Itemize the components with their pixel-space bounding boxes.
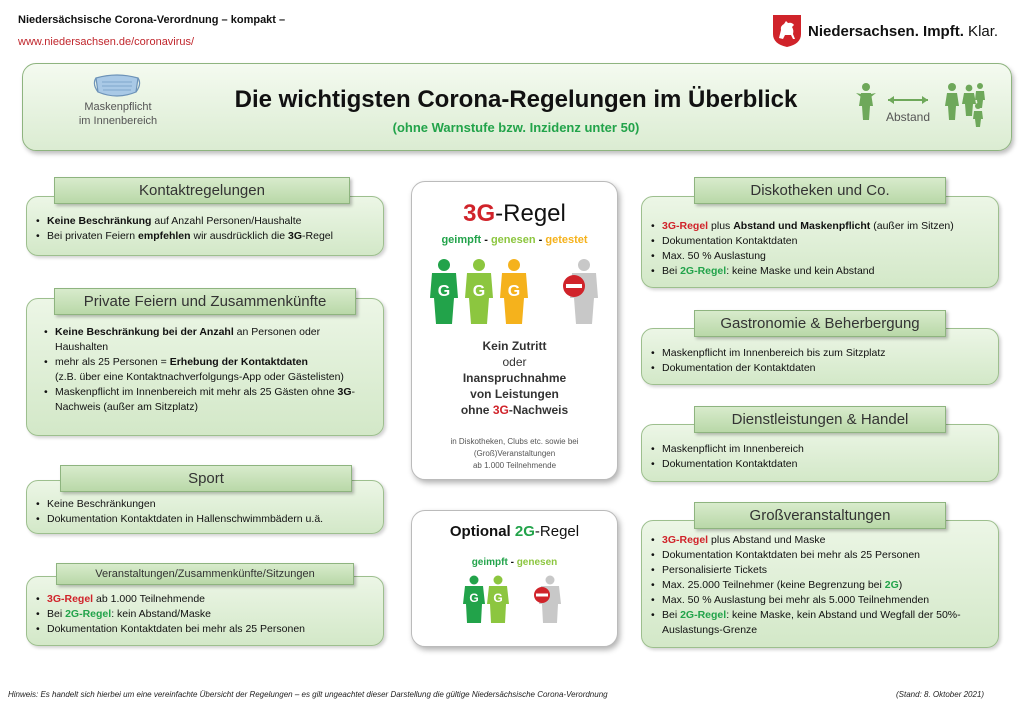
2g-rule-title: Optional 2G-Regel <box>449 523 580 540</box>
list-item: • Dokumentation Kontaktdaten <box>650 234 998 249</box>
3g-rule-description: Kein Zutritt oder Inanspruchnahme von Leistungen ohne 3G-Nachweis <box>460 339 569 417</box>
list-item: • Keine Beschränkung bei der Anzahl an Personen oder Haushalten <box>43 325 363 355</box>
events-heading: Veranstaltungen/Zusammenkünfte/Sitzungen <box>56 563 354 585</box>
logo-text-light: Klar. <box>963 22 999 40</box>
list-item: • Maskenpflicht im Innenbereich bis zum Sitzplatz <box>650 346 998 361</box>
distance-label: Abstand <box>886 110 931 124</box>
g-letter: G <box>507 283 521 300</box>
2g-rule-terms: geimpft - genesen <box>471 557 558 568</box>
list-item: • Keine Beschränkung auf Anzahl Personen/Haushalte <box>35 214 383 229</box>
discos-heading: Diskotheken und Co. <box>694 177 946 204</box>
private-parties-heading: Private Feiern und Zusammenkünfte <box>54 288 356 315</box>
3g-people-icon <box>424 258 604 328</box>
mask-label: Maskenpflicht im Innenbereich <box>78 101 158 127</box>
3g-rule-box <box>411 181 618 480</box>
footer-disclaimer: Hinweis: Es handelt sich hierbei um eine vereinfachte Übersicht der Regelungen – es gilt ungeachtet dieser Darstellung die gültige Niedersächsische Corona-Verordnung <box>8 690 608 699</box>
2g-people-icon <box>460 575 570 625</box>
horse-crest-icon <box>772 14 802 48</box>
list-item: • Max. 25.000 Teilnehmer (keine Begrenzung bei 2G) <box>650 578 988 593</box>
services-heading: Dienstleistungen & Handel <box>694 406 946 433</box>
list-item: • 3G-Regel ab 1.000 Teilnehmende <box>35 592 383 607</box>
list-item: • Dokumentation Kontaktdaten bei mehr als 25 Personen <box>35 622 383 637</box>
list-item: • Dokumentation Kontaktdaten in Hallenschwimmbädern u.ä. <box>35 512 383 527</box>
2g-rule-box <box>411 510 618 647</box>
sport-heading: Sport <box>60 465 352 492</box>
niedersachsen-logo <box>772 14 998 48</box>
list-item: • Max. 50 % Auslastung bei mehr als 5.000 Teilnehmenden <box>650 593 988 608</box>
gastronomy-heading: Gastronomie & Beherbergung <box>694 310 946 337</box>
list-item: • Maskenpflicht im Innenbereich <box>650 442 998 457</box>
g-letter: G <box>437 283 451 300</box>
list-item: • Keine Beschränkungen <box>35 497 383 512</box>
3g-rule-title: 3G-Regel <box>463 200 566 227</box>
private-parties-box <box>26 298 384 436</box>
large-events-heading: Großveranstaltungen <box>694 502 946 529</box>
list-item: • mehr als 25 Personen = Erhebung der Kontaktdaten (z.B. über eine Kontaktnachverfolgungs-App oder Gästelisten) <box>43 355 363 385</box>
g-letter: G <box>469 591 479 605</box>
list-item: • 3G-Regel plus Abstand und Maskenpflicht (außer im Sitzen) <box>650 219 998 234</box>
contact-rules-box <box>26 196 384 256</box>
discos-box <box>641 196 999 288</box>
contact-rules-heading: Kontaktregelungen <box>54 177 350 204</box>
g-letter: G <box>472 283 486 300</box>
list-item: • Bei 2G-Regel: keine Maske, kein Abstand und Wegfall der 50%-Auslastungs-Grenze <box>650 608 988 638</box>
list-item: • Bei 2G-Regel: keine Maske und kein Abstand <box>650 264 998 279</box>
list-item: • Max. 50 % Auslastung <box>650 249 998 264</box>
list-item: • Dokumentation der Kontaktdaten <box>650 361 998 376</box>
list-item: • Dokumentation Kontaktdaten <box>650 457 998 472</box>
events-box <box>26 576 384 646</box>
3g-rule-scope: in Diskotheken, Clubs etc. sowie bei (Groß)Veranstaltungen ab 1.000 Teilnehmende <box>450 437 579 470</box>
page-title: Die wichtigsten Corona-Regelungen im Überblick <box>234 86 798 113</box>
list-item: • Dokumentation Kontaktdaten bei mehr als 25 Personen <box>650 548 988 563</box>
header-url-link[interactable]: www.niedersachsen.de/coronavirus/ <box>18 36 195 48</box>
header-title: Niedersächsische Corona-Verordnung – kompakt – <box>18 14 286 26</box>
3g-rule-terms: geimpft - genesen - getestet <box>441 234 588 246</box>
list-item: • 3G-Regel plus Abstand und Maske <box>650 533 988 548</box>
g-letter: G <box>493 591 503 605</box>
list-item: • Personalisierte Tickets <box>650 563 988 578</box>
list-item: • Bei privaten Feiern empfehlen wir ausdrücklich die 3G-Regel <box>35 229 383 244</box>
footer-date: (Stand: 8. Oktober 2021) <box>896 690 985 699</box>
face-mask-icon <box>92 70 142 100</box>
list-item: • Bei 2G-Regel: kein Abstand/Maske <box>35 607 383 622</box>
logo-text-bold: Niedersachsen. Impft. <box>808 22 964 40</box>
list-item: • Maskenpflicht im Innenbereich mit mehr als 25 Gästen ohne 3G-Nachweis (außer am Sitzplatz) <box>43 385 363 415</box>
page-subtitle: (ohne Warnstufe bzw. Inzidenz unter 50) <box>392 120 640 135</box>
large-events-box <box>641 520 999 648</box>
